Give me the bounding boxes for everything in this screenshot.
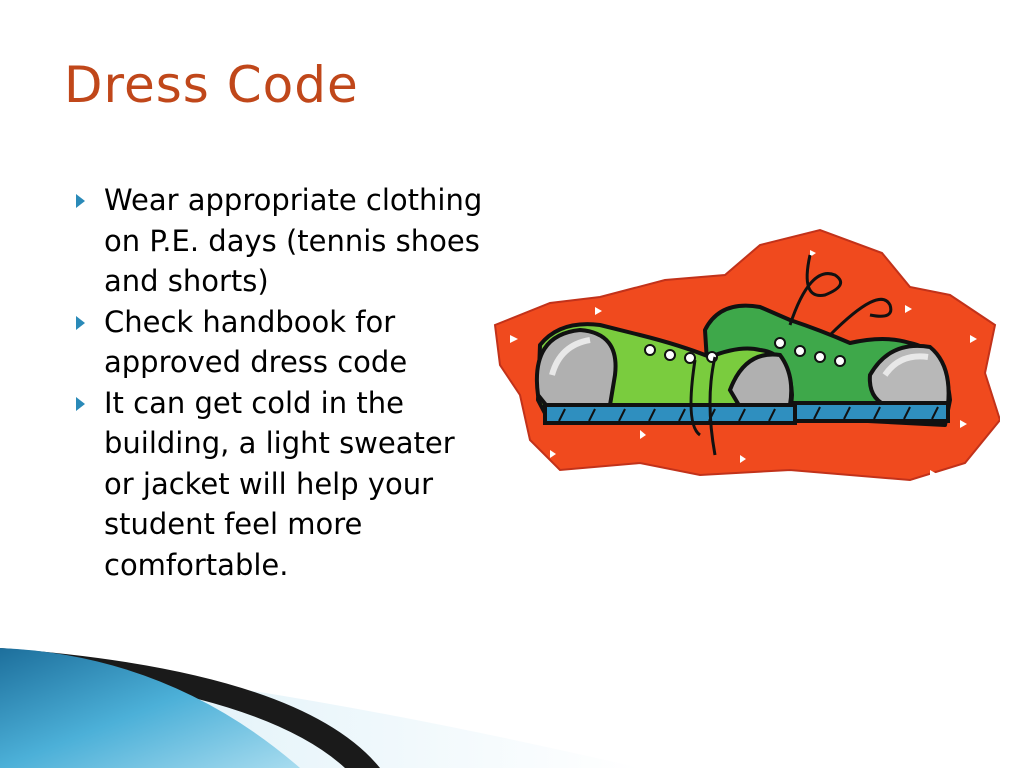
triangle-bullet-icon — [76, 397, 85, 411]
bullet-item-3 — [72, 383, 492, 586]
bullet-text-2: Check handbook for approved dress code — [104, 304, 408, 379]
triangle-bullet-icon — [76, 316, 85, 330]
triangle-bullet-icon — [76, 194, 85, 208]
bullet-text-1: Wear appropriate clothing on P.E. days (tennis shoes and shorts) — [104, 183, 483, 298]
swoosh-dark-band — [0, 648, 380, 768]
bullet-text-3: It can get cold in the building, a light sweater or jacket will help your student feel more comfortable. — [104, 385, 455, 582]
slide-title: Dress Code — [64, 56, 359, 114]
bullet-item-1 — [72, 180, 492, 302]
bullet-list — [72, 180, 492, 585]
swoosh-blue-band — [0, 648, 300, 768]
swoosh-light-band — [0, 660, 640, 768]
bullet-item-2 — [72, 302, 492, 383]
sneakers-clipart — [490, 225, 1000, 485]
